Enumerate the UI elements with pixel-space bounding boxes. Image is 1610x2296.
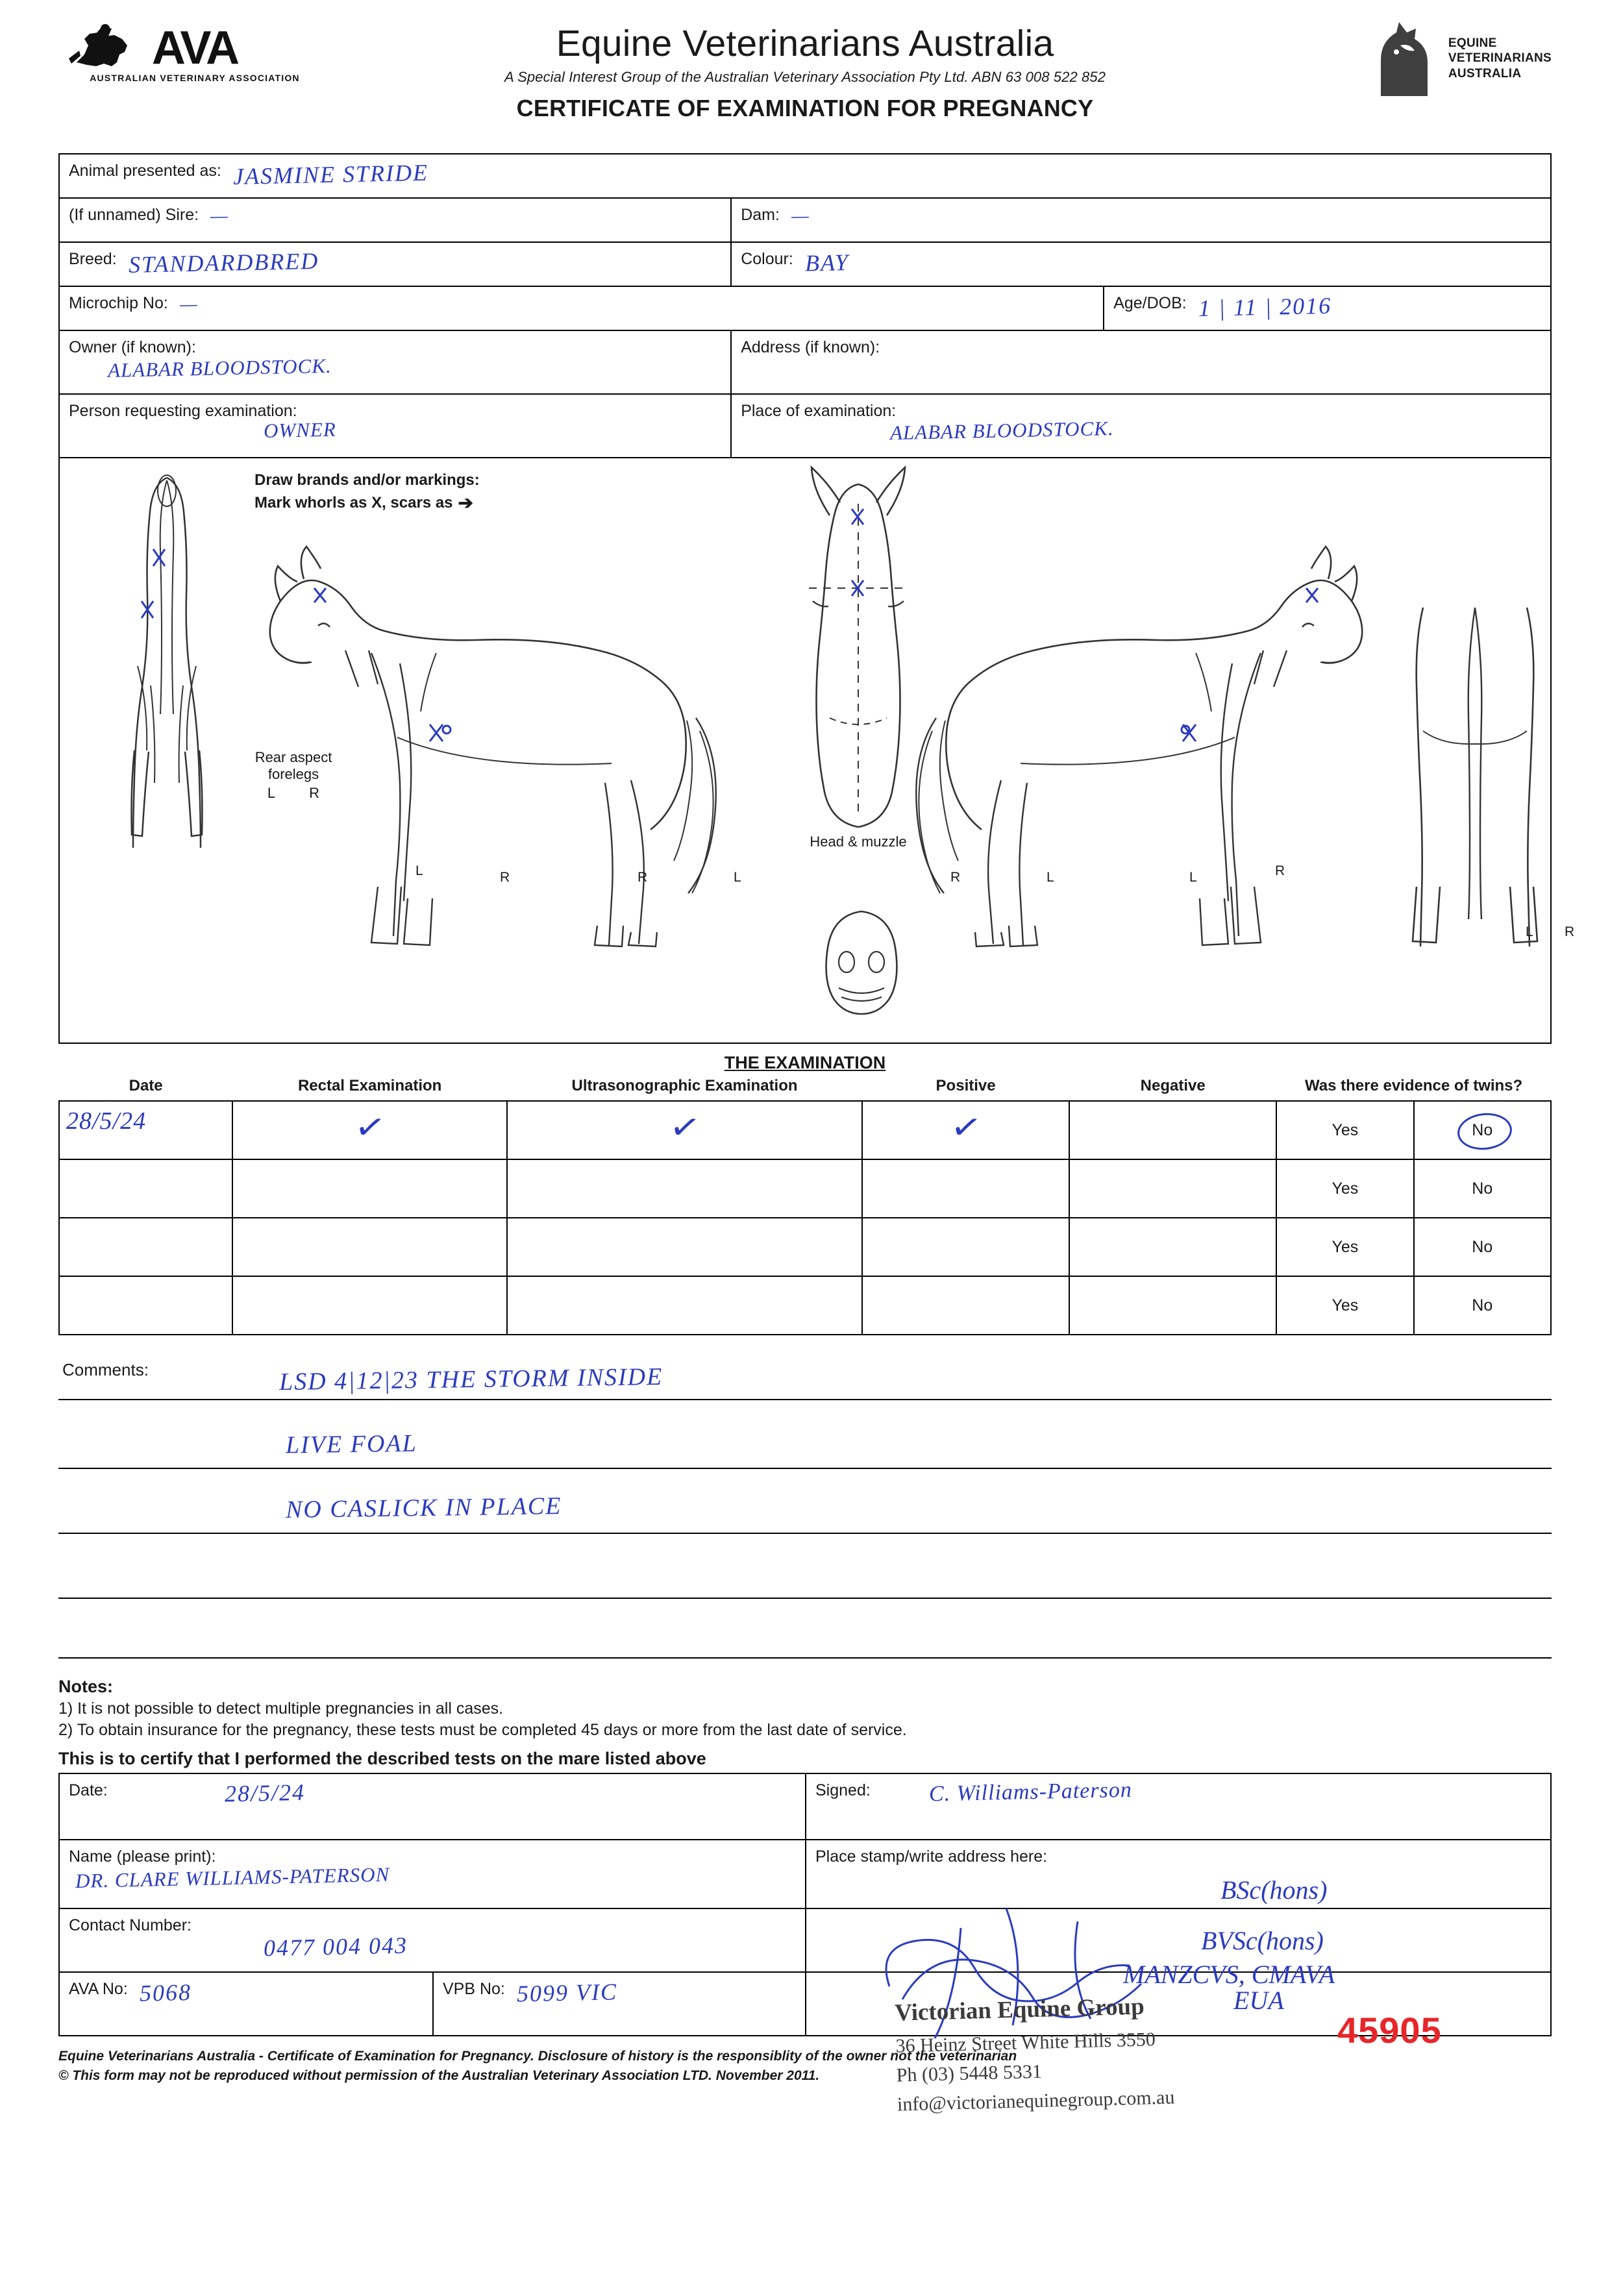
ava-no-label: AVA No: [69,1980,128,1998]
microchip-label: Microchip No: [69,294,168,312]
ava-logo [58,22,331,83]
twins-yes-label-1: Yes [1331,1120,1359,1139]
cell-date-3[interactable] [59,1218,232,1276]
field-dam[interactable] [730,199,1550,241]
cell-twins-yes-3[interactable] [1276,1218,1413,1276]
cell-twins-yes-2[interactable] [1276,1159,1413,1218]
twins-no-label-4: No [1472,1296,1493,1315]
certificate-title: CERTIFICATE OF EXAMINATION FOR PREGNANCY [516,94,1094,121]
field-stamp-area[interactable] [805,1840,1550,1908]
examination-table-body [59,1101,1551,1335]
cell-ultrasound-3[interactable] [507,1218,862,1276]
footer-line-1: Equine Veterinarians Australia - Certificate of Examination for Pregnancy. Disclosure of history is the responsiblity of the owner not the veterinarian [58,2049,1017,2064]
col-rectal: Rectal Examination [297,1077,442,1094]
practice-stamp [895,1988,1175,2119]
table-row[interactable] [59,1218,1551,1276]
rear-aspect-caption-line1: Rear aspect [254,749,332,765]
contact-label: Contact Number: [69,1916,192,1934]
leg-label-10: R [1565,924,1575,939]
rear-aspect-label-l: L [267,784,276,801]
signature-form [58,1773,1552,2036]
comment-rule-3 [58,1533,1552,1534]
twins-yes-label-4: Yes [1331,1296,1359,1315]
examination-table-head [59,1076,1551,1101]
document-header [58,19,1552,149]
horse-head-icon [1368,19,1439,97]
document-footer [58,2047,1552,2086]
field-signature[interactable] [805,1774,1550,1839]
sign-date-value: 28/5/24 [224,1779,306,1807]
field-microchip[interactable] [60,287,1103,330]
cell-negative-2[interactable] [1069,1159,1276,1218]
address-value [880,336,891,338]
examination-header-row [59,1076,1551,1101]
field-owner[interactable] [60,331,730,393]
field-vpb-no[interactable] [432,1973,805,2035]
page-subtitle: A Special Interest Group of the Australian Veterinary Association Pty Ltd. ABN 63 008 522 852 [504,68,1106,85]
leg-label-9: L [1526,924,1533,939]
vpb-no-value: 5099 VIC [516,1979,618,2007]
sire-value: — [210,204,229,227]
eva-logo-line-2: VETERINARIANS [1448,51,1552,66]
field-print-name[interactable] [60,1840,805,1908]
cell-date-2[interactable] [59,1159,232,1218]
twins-no-label-3: No [1472,1237,1493,1256]
place-value: ALABAR BLOODSTOCK. [889,416,1115,444]
horse-rider-icon [65,22,136,73]
row-owner-address [60,331,1550,395]
field-presented-as[interactable] [60,154,1550,197]
date-value-1: 28/5/24 [66,1107,147,1135]
footer-line-2: © This form may not be reproduced without permission of the Australian Veterinary Association LTD. November 2011. [58,2068,820,2084]
cell-positive-2[interactable] [862,1159,1069,1218]
horse-right-side-figure [897,523,1391,978]
owner-label: Owner (if known): [69,338,196,356]
cell-rectal-4[interactable] [232,1276,507,1335]
requester-value: OWNER [263,417,337,442]
animal-details-form [58,153,1552,458]
stamp-label: Place stamp/write address here: [815,1847,1048,1866]
breed-value: STANDARDBRED [128,247,319,278]
head-muzzle-caption: Head & muzzle [810,833,907,850]
field-breed[interactable] [60,243,730,286]
print-name-value: DR. CLARE WILLIAMS-PATERSON [75,1862,390,1892]
stamp-line-2: 36 Heinz Street White Hills 3550 [895,2028,1156,2057]
rear-aspect-forelegs-figure [99,471,235,854]
cell-twins-yes-1[interactable] [1276,1101,1413,1159]
comment-rule-4 [58,1598,1552,1599]
signature-qualification-3: MANZCVS, CMAVA [1123,1960,1335,1989]
leg-label-3: R [638,870,648,885]
cell-rectal-1[interactable] [232,1101,507,1159]
leg-label-6: L [1046,870,1054,885]
ava-wordmark: AVA [151,22,238,74]
dam-label: Dam: [741,206,780,224]
draw-instruction-line-1: Draw brands and/or markings: [254,471,480,489]
field-address[interactable] [730,331,1550,393]
colour-label: Colour: [741,250,793,268]
cell-twins-no-1[interactable] [1414,1101,1551,1159]
age-dob-label: Age/DOB: [1113,294,1187,312]
cell-date-4[interactable] [59,1276,232,1335]
stamp-line-4: info@victorianequinegroup.com.au [897,2086,1175,2116]
cell-ultrasound-4[interactable] [507,1276,862,1335]
comments-section[interactable] [58,1357,1552,1662]
vpb-no-label: VPB No: [443,1980,505,1998]
table-row[interactable] [59,1159,1551,1218]
page-title: Equine Veterinarians Australia [556,23,1054,64]
cell-rectal-2[interactable] [232,1159,507,1218]
comment-rule-5 [58,1657,1552,1659]
leg-label-2: R [500,870,510,885]
sign-date-label: Date: [69,1781,108,1799]
notes-heading: Notes: [58,1677,114,1696]
cell-twins-no-4[interactable] [1414,1276,1551,1335]
leg-label-7: L [1189,870,1197,885]
stamp-line-3: Ph (03) 5448 5331 [896,2060,1043,2086]
cell-rectal-3[interactable] [232,1218,507,1276]
signature-qualification-2: BVSc(hons) [1201,1926,1324,1955]
comment-rule-2 [58,1468,1552,1469]
eva-logo-line-1: EQUINE [1448,36,1497,51]
examination-table[interactable] [58,1076,1552,1335]
leg-label-5: R [950,870,961,885]
row-sire-dam [60,199,1550,243]
field-requester[interactable] [60,395,730,457]
comment-text-2: LIVE FOAL [285,1429,418,1459]
row-date-signed [60,1774,1550,1840]
row-microchip-age [60,287,1550,331]
col-positive: Positive [935,1077,996,1094]
ava-no-value: 5068 [139,1979,192,2006]
age-dob-value: 1 | 11 | 2016 [1198,292,1332,321]
cell-twins-no-3[interactable] [1414,1218,1551,1276]
positive-tick-1: ✓ [947,1107,984,1149]
table-row[interactable] [59,1101,1551,1159]
field-colour[interactable] [730,243,1550,286]
notes-section [58,1677,1552,1740]
twins-no-label-2: No [1472,1179,1493,1198]
signature-qualification-1: BSc(hons) [1220,1875,1328,1905]
ava-logo-caption: AUSTRALIAN VETERINARY ASSOCIATION [90,73,300,83]
comments-label: Comments: [62,1360,149,1379]
signed-label: Signed: [815,1781,871,1799]
dam-value: — [791,204,809,227]
cell-positive-4[interactable] [862,1276,1069,1335]
place-label: Place of examination: [741,402,897,420]
twins-yes-label-3: Yes [1331,1237,1359,1256]
cell-twins-no-2[interactable] [1414,1159,1551,1218]
col-negative: Negative [1140,1077,1206,1094]
field-age-dob[interactable] [1103,287,1550,330]
owner-value: ALABAR BLOODSTOCK. [107,354,332,382]
col-ultrasound: Ultrasonographic Examination [571,1077,798,1094]
field-place[interactable] [730,395,1550,457]
rear-aspect-hindlegs-figure [1404,601,1546,952]
cell-ultrasound-1[interactable] [507,1101,862,1159]
leg-label-8: R [1275,863,1285,878]
table-row[interactable] [59,1276,1551,1335]
horse-markings-diagram[interactable] [58,458,1575,1044]
arrow-icon: ➔ [458,493,473,513]
draw-instruction-line-2: Mark whorls as X, scars as [254,494,453,512]
signature-value: C. Williams-Paterson [928,1777,1132,1807]
leg-label-4: L [734,870,741,885]
col-twins: Was there evidence of twins? [1305,1077,1523,1094]
twins-yes-label-2: Yes [1331,1179,1359,1198]
comment-text-3: NO CASLICK IN PLACE [285,1492,562,1524]
eva-logo-line-3: AUSTRALIA [1448,66,1522,80]
sire-label: (If unnamed) Sire: [69,206,199,224]
reference-number: 45905 [1337,2010,1442,2051]
cell-negative-1[interactable] [1069,1101,1276,1159]
notes-item-1: 1) It is not possible to detect multiple pregnancies in all cases. [58,1699,504,1718]
rear-aspect-caption-line2: forelegs [267,766,319,783]
comment-rule-1 [58,1399,1552,1400]
row-presented-as [60,154,1550,199]
col-date: Date [129,1077,163,1094]
field-ava-no[interactable] [60,1973,432,2035]
print-name-label: Name (please print): [69,1847,216,1866]
address-label: Address (if known): [741,338,880,356]
draw-instructions [254,470,480,515]
muzzle-figure [813,906,910,1010]
eua-handwritten-note: EUA [1233,1986,1284,2015]
certify-statement: This is to certify that I performed the described tests on the mare listed above [58,1749,706,1768]
contact-value: 0477 004 043 [263,1932,408,1961]
requester-label: Person requesting examination: [69,402,297,420]
examination-section-title: THE EXAMINATION [724,1053,886,1072]
row-breed-colour [60,243,1550,287]
presented-as-label: Animal presented as: [69,162,221,180]
eva-logo [1368,19,1552,97]
breed-label: Breed: [69,250,117,268]
colour-value: BAY [804,249,850,277]
certificate-page [0,19,1610,2296]
rear-aspect-label-r: R [309,784,320,801]
notes-item-2: 2) To obtain insurance for the pregnancy, these tests must be completed 45 days or more from the last date of service. [58,1721,907,1739]
presented-as-value: JASMINE STRIDE [232,159,429,190]
field-sign-date[interactable] [60,1774,805,1839]
row-requester-place [60,395,1550,458]
rear-aspect-caption [222,749,365,802]
cell-positive-1[interactable] [862,1101,1069,1159]
rectal-tick-1: ✓ [352,1107,388,1149]
field-contact-number[interactable] [60,1909,805,1971]
comment-text-1: LSD 4|12|23 THE STORM INSIDE [279,1363,663,1396]
cell-negative-3[interactable] [1069,1218,1276,1276]
cell-twins-yes-4[interactable] [1276,1276,1413,1335]
twins-no-label-1: No [1472,1120,1493,1139]
cell-date-1[interactable] [59,1101,232,1159]
stamp-line-1: Victorian Equine Group [894,1993,1145,2027]
leg-label-1: L [415,863,423,878]
cell-positive-3[interactable] [862,1218,1069,1276]
cell-ultrasound-2[interactable] [507,1159,862,1218]
ultrasound-tick-1: ✓ [666,1107,703,1149]
cell-negative-4[interactable] [1069,1276,1276,1335]
eva-logo-text [1448,36,1552,81]
microchip-value: — [179,293,197,315]
field-sire[interactable] [60,199,730,241]
